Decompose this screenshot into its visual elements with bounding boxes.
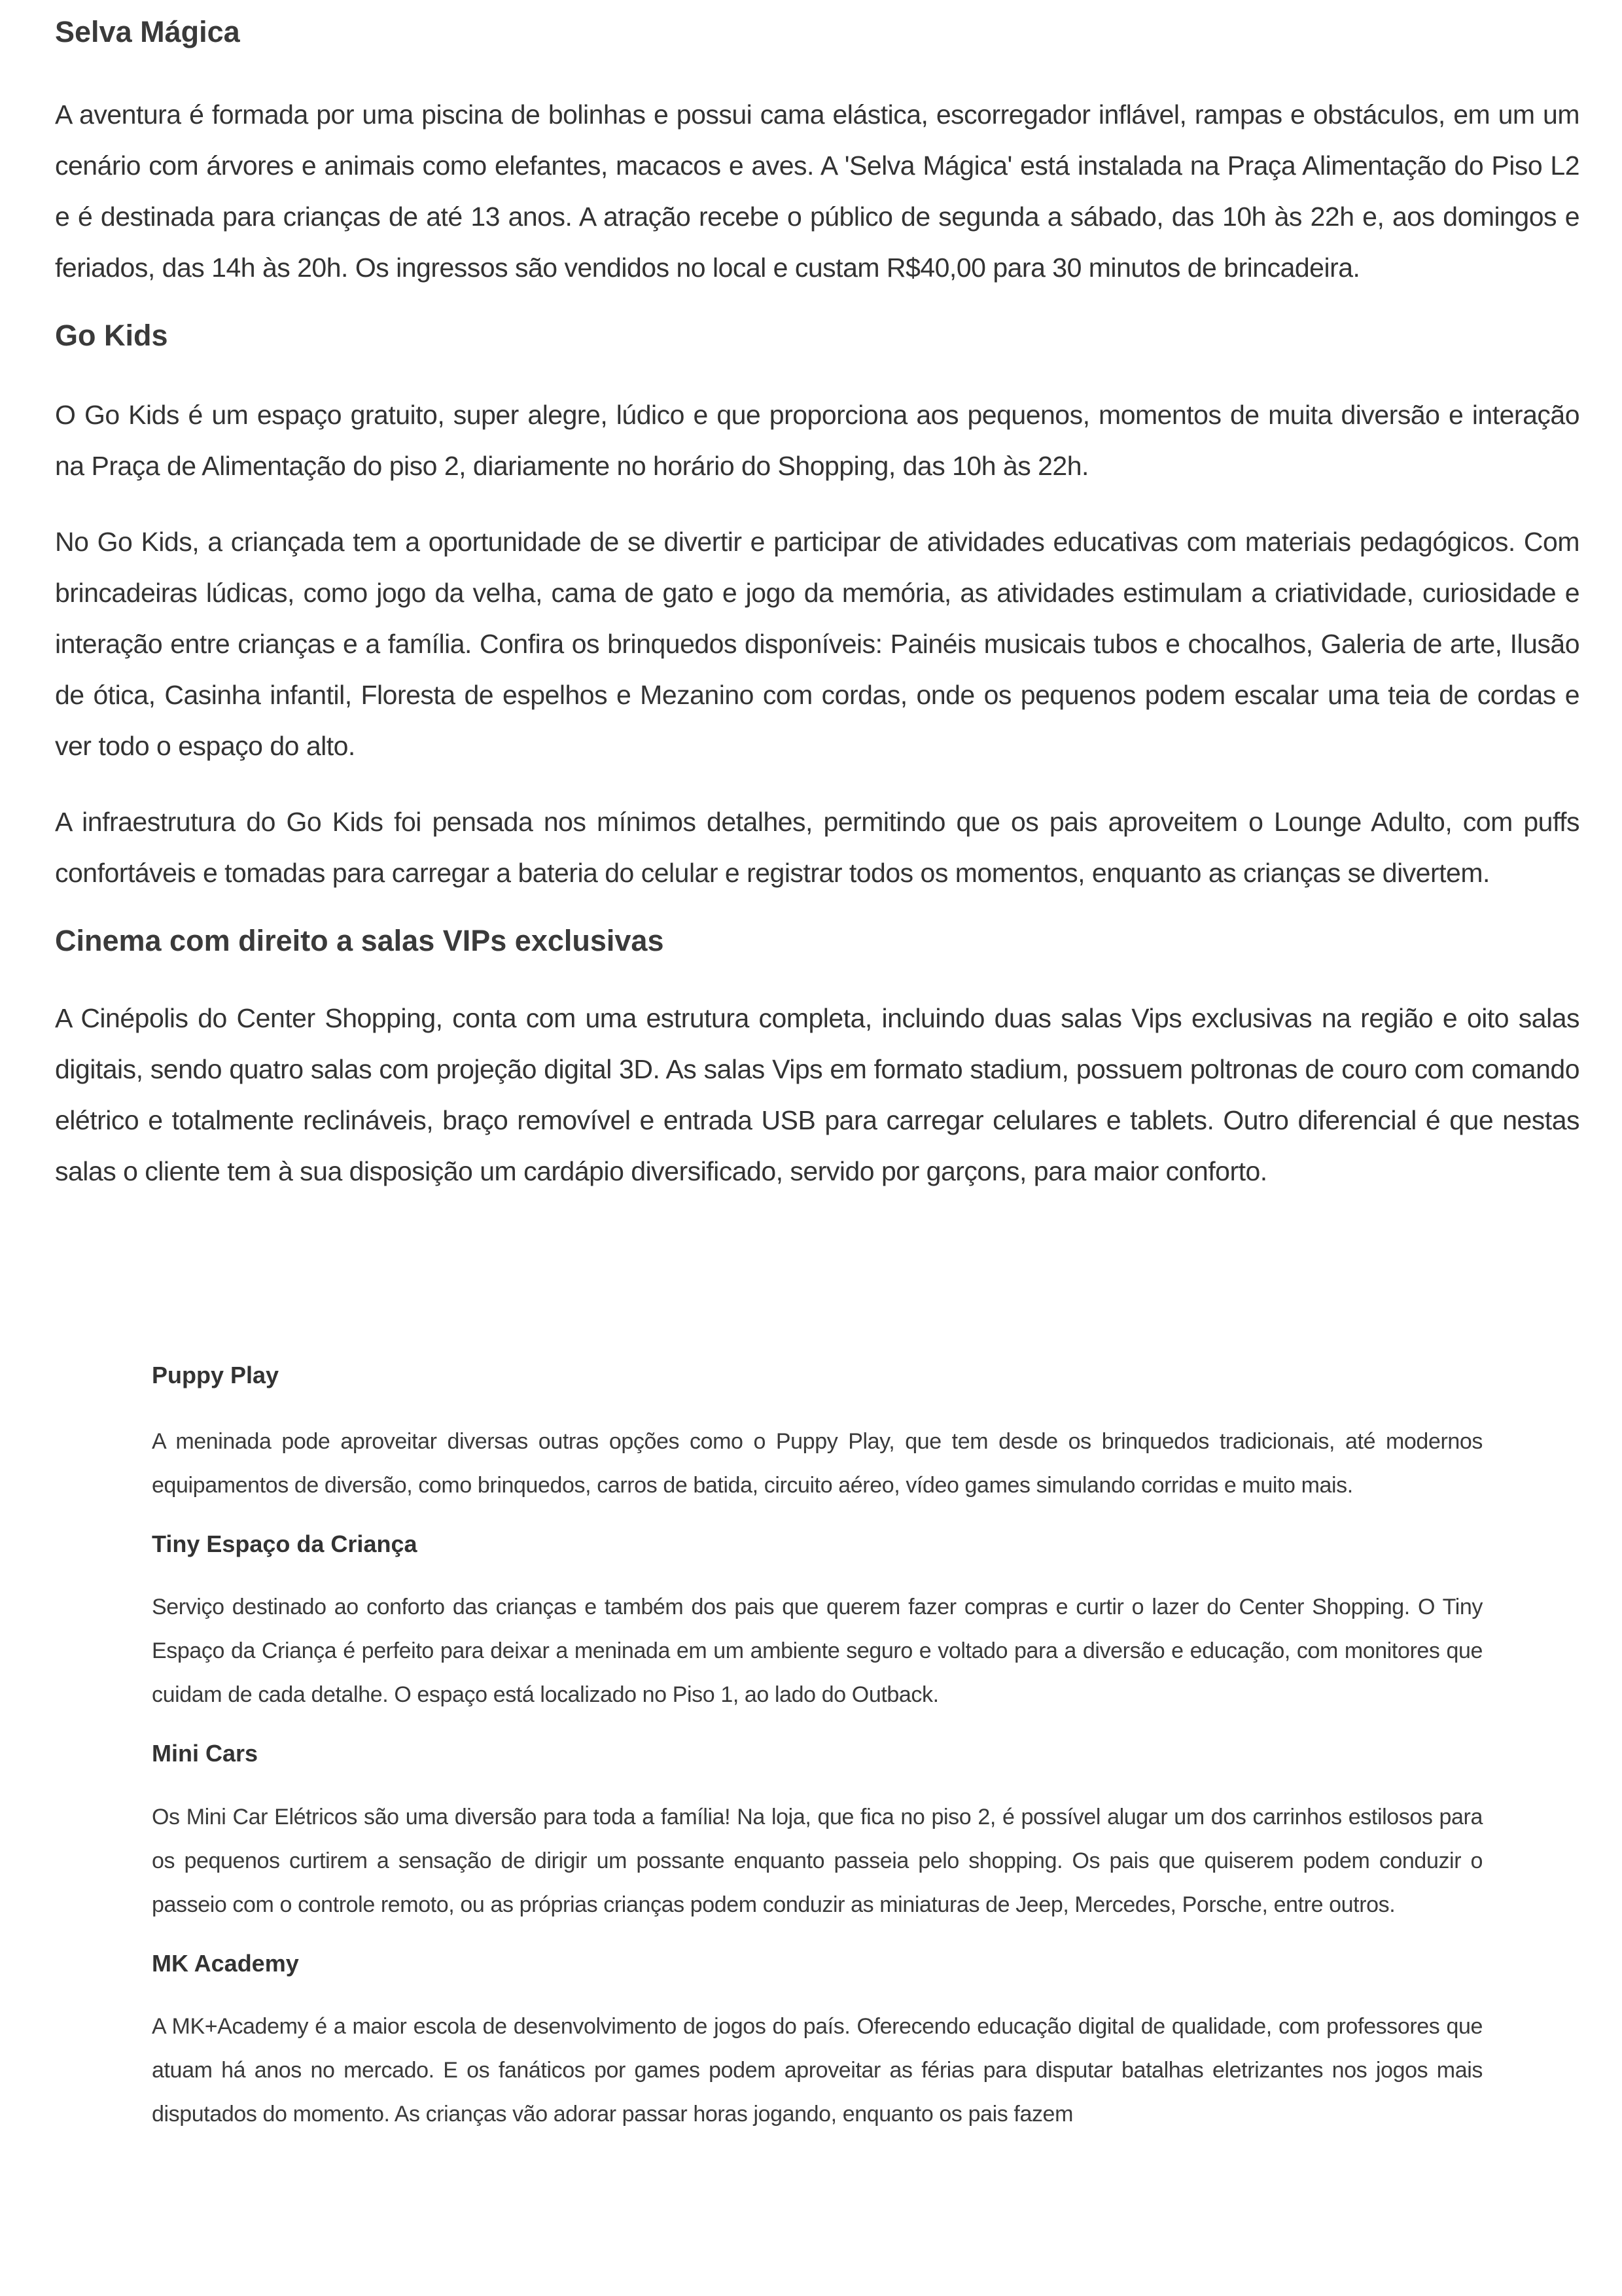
- main-article-column: [55, 0, 1579, 1197]
- paragraph-mk-academy: A MK+Academy é a maior escola de desenvolvimento de jogos do país. Oferecendo educação digital de qualidade, com professores que atuam há anos no mercado. E os fanáticos por games podem aproveitar as férias para disputar batalhas eletrizantes nos jogos mais disputados do momento. As crianças vão adorar passar horas jogando, enquanto os pais fazem: [152, 2014, 1483, 2127]
- heading-tiny-espaco: Tiny Espaço da Criança: [152, 1530, 417, 1557]
- paragraph-go-kids-2: No Go Kids, a criançada tem a oportunidade de se divertir e participar de atividades educativas com materiais pedagógicos. Com brincadeiras lúdicas, como jogo da velha, cama de gato e jogo da memória, as atividades estimulam a criatividade, curiosidade e interação entre crianças e a família. Confira os brinquedos disponíveis: Painéis musicais tubos e chocalhos, Galeria de arte, Ilusão de ótica, Casinha infantil, Floresta de espelhos e Mezanino com cordas, onde os pequenos podem escalar uma teia de cordas e ver todo o espaço do alto.: [55, 527, 1579, 761]
- secondary-article-column: [152, 1354, 1483, 2136]
- paragraph-go-kids-3: A infraestrutura do Go Kids foi pensada nos mínimos detalhes, permitindo que os pais aproveitem o Lounge Adulto, com puffs confortáveis e tomadas para carregar a bateria do celular e registrar todos os momentos, enquanto as crianças se divertem.: [55, 807, 1579, 888]
- heading-mini-cars: Mini Cars: [152, 1740, 258, 1767]
- paragraph-cinema: A Cinépolis do Center Shopping, conta com uma estrutura completa, incluindo duas salas Vips exclusivas na região e oito salas digitais, sendo quatro salas com projeção digital 3D. As salas Vips em formato stadium, possuem poltronas de couro com comando elétrico e totalmente reclináveis, braço removível e entrada USB para carregar celulares e tablets. Outro diferencial é que nestas salas o cliente tem à sua disposição um cardápio diversificado, servido por garçons, para maior conforto.: [55, 1002, 1579, 1186]
- heading-puppy-play: Puppy Play: [152, 1362, 279, 1388]
- heading-cinema: Cinema com direito a salas VIPs exclusivas: [55, 924, 664, 957]
- paragraph-selva-magica: A aventura é formada por uma piscina de bolinhas e possui cama elástica, escorregador inflável, rampas e obstáculos, em um um cenário com árvores e animais como elefantes, macacos e aves. A 'Selva Mágica' está instalada na Praça Alimentação do Piso L2 e é destinada para crianças de até 13 anos. A atração recebe o público de segunda a sábado, das 10h às 22h e, aos domingos e feriados, das 14h às 20h. Os ingressos são vendidos no local e custam R$40,00 para 30 minutos de brincadeira.: [55, 99, 1579, 283]
- paragraph-puppy-play: A meninada pode aproveitar diversas outras opções como o Puppy Play, que tem desde os brinquedos tradicionais, até modernos equipamentos de diversão, como brinquedos, carros de batida, circuito aéreo, vídeo games simulando corridas e muito mais.: [152, 1428, 1483, 1498]
- paragraph-tiny-espaco: Serviço destinado ao conforto das crianças e também dos pais que querem fazer compras e curtir o lazer do Center Shopping. O Tiny Espaço da Criança é perfeito para deixar a meninada em um ambiente seguro e voltado para a diversão e educação, com monitores que cuidam de cada detalhe. O espaço está localizado no Piso 1, ao lado do Outback.: [152, 1595, 1483, 1708]
- heading-mk-academy: MK Academy: [152, 1949, 299, 1977]
- paragraph-go-kids-1: O Go Kids é um espaço gratuito, super alegre, lúdico e que proporciona aos pequenos, momentos de muita diversão e interação na Praça de Alimentação do piso 2, diariamente no horário do Shopping, das 10h às 22h.: [55, 400, 1579, 481]
- heading-selva-magica: Selva Mágica: [55, 15, 240, 48]
- heading-go-kids: Go Kids: [55, 318, 168, 352]
- paragraph-mini-cars: Os Mini Car Elétricos são uma diversão para toda a família! Na loja, que fica no piso 2, é possível alugar um dos carrinhos estilosos para os pequenos curtirem a sensação de dirigir um possante enquanto passeia pelo shopping. Os pais que quiserem podem conduzir o passeio com o controle remoto, ou as próprias crianças podem conduzir as miniaturas de Jeep, Mercedes, Porsche, entre outros.: [152, 1804, 1483, 1917]
